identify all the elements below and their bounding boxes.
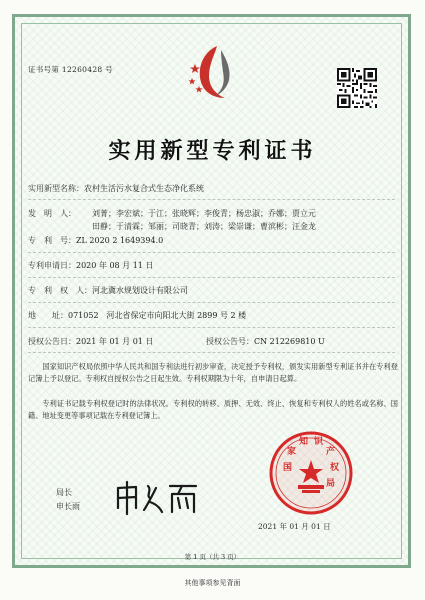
body-paragraph-2: 专利证书记载专利权登记时的法律状况。专利权的转移、质押、无效、终止、恢复和专利权人的姓名或名称、国籍、地址变更等事项记载在专利登记簿上。 — [28, 399, 398, 420]
inventor-line-1: 刘菁；李宏斌；于江；张晓辉；李俊青；杨忠淑；乔娜；贾立元 — [92, 209, 316, 218]
grant-date-value: 2021 年 01 月 01 日 — [76, 337, 154, 346]
cnipa-emblem-icon — [187, 42, 241, 104]
seal-char-1: 国 — [283, 463, 293, 473]
seal-char-4: 识 — [314, 437, 324, 447]
cert-number-value: 12260428 — [61, 65, 103, 74]
filing-date-value: 2020 年 08 月 11 日 — [76, 261, 154, 270]
seal-char-2: 家 — [287, 447, 297, 457]
utility-model-name-row — [28, 183, 204, 195]
grant-number-row — [206, 336, 325, 348]
address-label: 地 址： — [28, 311, 68, 320]
divider — [28, 277, 395, 278]
cert-number-label: 证书号第 — [28, 65, 60, 74]
grant-date-label: 授权公告日： — [28, 337, 76, 346]
certificate-number — [28, 64, 113, 75]
page-indicator: 第 1 页（共 3 页） — [184, 553, 241, 561]
qr-code-icon — [337, 68, 377, 108]
seal-char-3: 知 — [299, 437, 309, 447]
patent-number-label: 专 利 号： — [28, 236, 76, 245]
divider — [28, 252, 395, 253]
signatory-title: 局长 — [56, 488, 72, 497]
divider — [28, 302, 395, 303]
utility-model-name-value: 农村生活污水复合式生态净化系统 — [84, 184, 204, 193]
patent-number-row — [28, 235, 163, 247]
signatory-name: 申长雨 — [56, 502, 80, 511]
utility-model-name-label: 实用新型名称： — [28, 184, 84, 193]
divider — [28, 352, 395, 353]
filing-date-label: 专利申请日： — [28, 261, 76, 270]
filing-date-row — [28, 260, 153, 272]
patentee-row — [28, 285, 188, 297]
address-value: 071052 河北省保定市向阳北大街 2899 号 2 楼 — [68, 311, 247, 320]
inventor-label: 发 明 人： — [28, 209, 76, 218]
address-row — [28, 310, 246, 322]
seal-char-7: 局 — [326, 479, 336, 489]
official-seal — [268, 430, 354, 516]
body-paragraph-1: 国家知识产权局依照中华人民共和国专利法进行初步审查，决定授予专利权，颁发实用新型专利证书并在专利登记簿上予以登记。专利权自授权公告之日起生效。专利权期限为十年，自申请日起算。 — [28, 362, 398, 383]
certificate-title: 实用新型专利证书 — [108, 139, 317, 164]
back-page-note: 其他事项参见背面 — [184, 579, 241, 587]
grant-number-value: CN 212269810 U — [254, 337, 325, 346]
seal-char-5: 产 — [326, 447, 336, 457]
grant-date-row — [28, 336, 153, 348]
patentee-value: 河北冀水规划设计有限公司 — [92, 286, 188, 295]
cert-number-suffix: 号 — [105, 65, 113, 74]
seal-date: 2021 年 01 月 01 日 — [258, 522, 331, 531]
seal-char-6: 权 — [330, 463, 340, 473]
divider — [28, 327, 395, 328]
patentee-label: 专 利 权 人： — [28, 286, 92, 295]
patent-number-value: ZL 2020 2 1649394.0 — [76, 236, 164, 245]
divider — [28, 199, 395, 200]
grant-number-label: 授权公告号： — [206, 337, 254, 346]
inventor-line-2: 田静；于清霖；邹丽；司晓青；刘涛；梁崇谦；曹滨彬；汪金龙 — [92, 222, 316, 231]
handwritten-signature — [112, 478, 202, 518]
